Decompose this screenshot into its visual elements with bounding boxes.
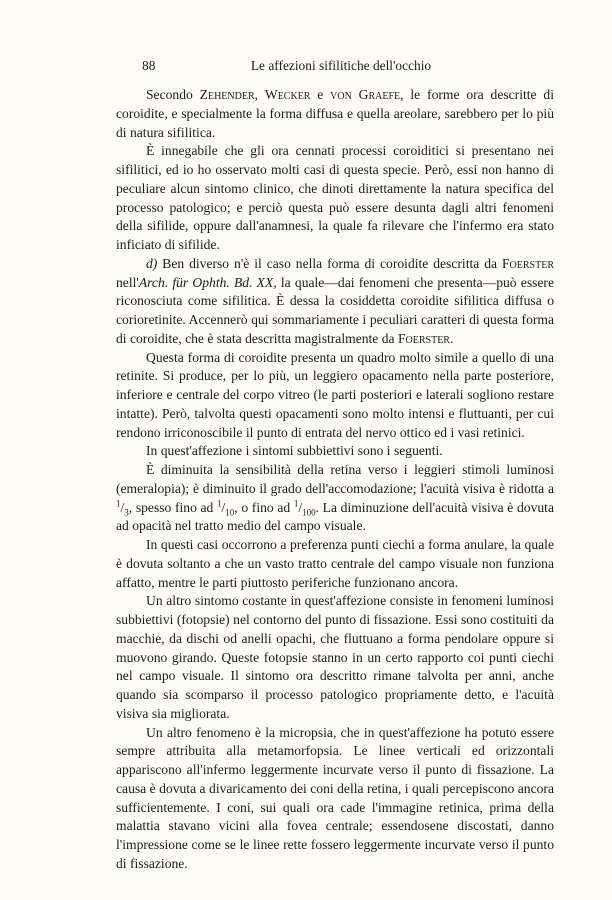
fraction-denominator: 100 bbox=[302, 507, 316, 518]
text-run: e bbox=[310, 87, 331, 102]
text-run: nell' bbox=[116, 274, 139, 290]
text-run: la quale—dai fenomeni che presenta—può essere riconosciuta come sifilitica. È dessa la cosiddetta coroidite sifilitica diffusa o corioretinite. Accennerò qui sommariamente i peculiari caratteri di questa forma di coroidite, che è stata descritta magistralmente da bbox=[116, 274, 554, 346]
running-header bbox=[142, 58, 540, 78]
author-name: Zehender bbox=[199, 87, 255, 102]
paragraph-9: Un altro fenomeno è la micropsia, che in quest'affezione ha potuto essere sempre attribuita alla metamorfopsia. Le linee verticali ed orizzontali appariscono all'infermo leggermente incurvate verso il punto di fissazione. La causa è dovuta a divaricamento dei coni della retina, i quali percepiscono ancora sufficientemente. I coni, sui quali ora cade l'immagine retinica, prima della malattia stavano vicini alla fovea centrale; essendosene discostati, danno l'impressione come se le linee rette fossero leggermente incurvate verso il punto di fissazione. bbox=[116, 724, 554, 871]
paragraph-2: È innegabile che gli ora cennati processi coroiditici si presentano nei sifilitici, ed io ho osservato molti casi di questa specie. Però, essi non hanno di peculiare alcun sintomo clinico, che dinoti direttamente la natura specifica del processo patologico; e perciò questa può essere desunta dagli altri fenomeni della sifilide, oppure dall'anamnesi, la quale fa rilevare che l'infermo era stato inficiato di sifilide. bbox=[116, 143, 554, 252]
fraction-numerator: 1 bbox=[217, 497, 222, 508]
paragraph-6: È diminuita la sensibilità della retina verso i leggieri stimoli luminosi (emeralopia); è diminuito il grado dell'accomodazione; l'acuità visiva è ridotta a $^1/_3$, spesso fino ad $^1/_{10}$, o fino ad $^1/_{100}$. La diminuzione dell'acuità visiva è dovuta ad opacità nel tratto medio del campo visuale. bbox=[116, 462, 554, 534]
author-name: Foerster bbox=[397, 330, 450, 346]
text-run: , le forme ora descritte di coroidite, e specialmente la forma diffusa e quella areolare, sarebbero per lo più di natura sifilitica. bbox=[116, 87, 554, 140]
fraction-numerator: 1 bbox=[293, 497, 299, 508]
journal-reference: Arch. für Ophth. Bd. XX, bbox=[138, 274, 277, 290]
text-run: . La diminuzione dell'acuità visiva è dovuta ad opacità nel tratto medio del campo visuale. bbox=[116, 499, 554, 534]
author-name: Wecker bbox=[264, 87, 311, 102]
paragraph-7: In questi casi occorrono a preferenza punti ciechi a forma anulare, la quale è dovuta soltanto a che un vasto tratto centrale del campo visuale non funziona affatto, mentre le parti piuttosto periferiche funzionano ancora. bbox=[116, 537, 554, 590]
text-run: . bbox=[449, 330, 454, 346]
paragraph-8: Un altro sintomo costante in quest'affezione consiste in fenomeni luminosi subbiettivi (fotopsie) nel contorno del punto di fissazione. Essi sono costituiti da macchie, da dischi od anelli opachi, che fluttuano a forma pendolare oppure si muovono girando. Queste fotopsie stanno in un certo rapporto coi punti ciechi nel campo visuale. Il sintomo ora descritto rimane talvolta per anni, anche quando sia scomparso il processo patologico propriamente detto, e l'acuità visiva sia migliorata. bbox=[116, 593, 554, 721]
fraction-denominator: 3 bbox=[124, 507, 129, 518]
text-run: È diminuita la sensibilità della retina verso i leggieri stimoli luminosi (emeralopia); è diminuito il grado dell'accomodazione; l'acuità visiva è ridotta a bbox=[116, 462, 554, 496]
fraction-denominator: 10 bbox=[225, 507, 235, 518]
page-number: 88 bbox=[142, 58, 156, 73]
paragraph-1 bbox=[116, 86, 554, 142]
text-run: , spesso fino ad bbox=[128, 499, 218, 515]
body-text bbox=[116, 86, 554, 874]
paragraph-5: In quest'affezione i sintomi subbiettivi sono i seguenti. bbox=[146, 443, 443, 459]
text-run: , o fino ad bbox=[234, 499, 294, 515]
fraction-numerator: 1 bbox=[116, 497, 121, 508]
running-title: Le affezioni sifilitiche dell'occhio bbox=[250, 58, 432, 73]
paragraph-4: Questa forma di coroidite presenta un quadro molto simile a quello di una retinite. Si produce, per lo più, un leggiero opacamento nella parte posteriore, inferiore e centrale del corpo vitreo (le parti posteriori e laterali sogliono restare intatte). Però, talvolta questi opacamenti sono molto intensi e fluttuanti, per cui rendono irriconoscibile il punto di entrata del nervo ottico ed i vasi retinici. bbox=[116, 349, 554, 440]
text-run: Ben diverso n'è il caso nella forma di coroidite descritta da bbox=[157, 255, 502, 271]
text-run: Secondo bbox=[146, 87, 200, 102]
author-name: von Graefe bbox=[330, 87, 401, 102]
author-name: Foerster bbox=[501, 255, 554, 271]
text-run: , bbox=[254, 87, 265, 102]
paragraph-3 bbox=[116, 255, 554, 349]
section-label: d) bbox=[146, 255, 158, 271]
